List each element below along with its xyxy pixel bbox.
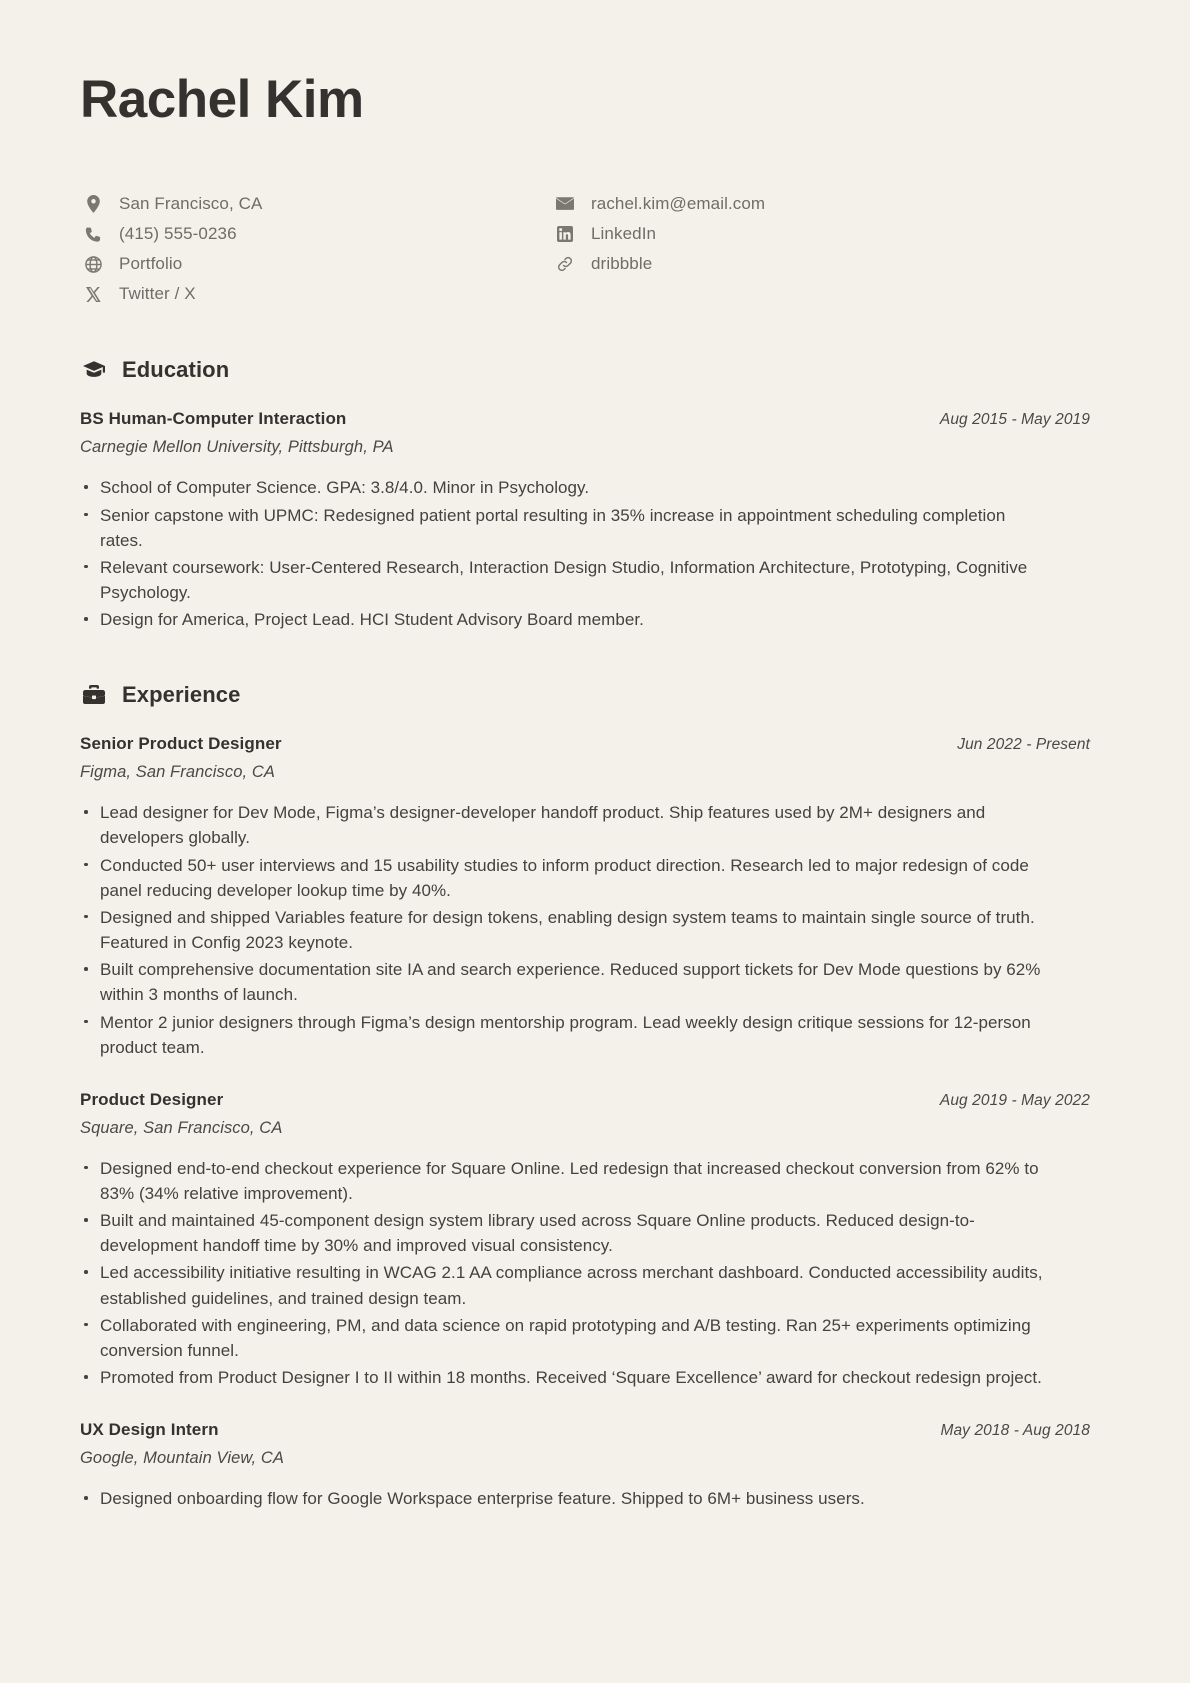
job-title: Product Designer <box>80 1089 224 1109</box>
entry-header <box>80 734 1090 754</box>
contact-email-text: rachel.kim@email.com <box>591 194 766 214</box>
job-title: Senior Product Designer <box>80 734 282 754</box>
experience-bullets <box>80 800 1090 1060</box>
education-bullets <box>80 475 1090 632</box>
list-item: Led accessibility initiative resulting in WCAG 2.1 AA compliance across merchant dashboard. Conducted accessibility audits, established guidelines, and trained design team. <box>80 1260 1050 1310</box>
section-title-education: Education <box>122 357 230 383</box>
contact-item-phone[interactable] <box>80 221 552 247</box>
list-item: Built comprehensive documentation site IA and search experience. Reduced support tickets for Dev Mode questions by 62% within 3 months of launch. <box>80 957 1050 1007</box>
company-name: Figma, San Francisco, CA <box>80 763 275 782</box>
list-item: Promoted from Product Designer I to II within 18 months. Received ‘Square Excellence’ award for checkout redesign project. <box>80 1365 1050 1390</box>
contact-portfolio-text: Portfolio <box>119 254 183 274</box>
contact-block <box>80 191 1090 307</box>
list-item: Mentor 2 junior designers through Figma’s design mentorship program. Lead weekly design critique sessions for 12-person product team. <box>80 1010 1050 1060</box>
briefcase-icon <box>80 685 108 705</box>
contact-item-dribbble[interactable] <box>552 251 765 277</box>
experience-bullets <box>80 1486 1090 1511</box>
list-item: Relevant coursework: User-Centered Research, Interaction Design Studio, Information Architecture, Prototyping, Cognitive Psychology. <box>80 555 1050 605</box>
job-date: Aug 2019 - May 2022 <box>939 1091 1090 1109</box>
list-item: Senior capstone with UPMC: Redesigned patient portal resulting in 35% increase in appointment scheduling completion rates. <box>80 503 1050 553</box>
link-icon <box>552 255 578 273</box>
contact-linkedin-text: LinkedIn <box>591 224 657 244</box>
degree-title: BS Human-Computer Interaction <box>80 409 347 429</box>
section-experience <box>80 682 1090 1511</box>
contact-phone-text: (415) 555-0236 <box>119 224 237 244</box>
list-item: Designed and shipped Variables feature for design tokens, enabling design system teams to maintain single source of truth. Featured in Config 2023 keynote. <box>80 905 1050 955</box>
job-title: UX Design Intern <box>80 1420 219 1440</box>
phone-icon <box>80 226 106 243</box>
list-item: School of Computer Science. GPA: 3.8/4.0. Minor in Psychology. <box>80 475 1050 500</box>
company-name: Google, Mountain View, CA <box>80 1449 284 1468</box>
graduation-cap-icon <box>80 361 108 379</box>
degree-date: Aug 2015 - May 2019 <box>939 411 1090 429</box>
experience-entry-square <box>80 1090 1090 1390</box>
section-title-experience: Experience <box>122 682 241 708</box>
list-item: Collaborated with engineering, PM, and data science on rapid prototyping and A/B testing. Ran 25+ experiments optimizing conversion funnel. <box>80 1313 1050 1363</box>
contact-item-location[interactable] <box>80 191 552 217</box>
entry-header <box>80 1420 1090 1440</box>
contact-twitter-text: Twitter / X <box>119 284 196 304</box>
list-item: Built and maintained 45-component design system library used across Square Online products. Reduced design-to-development handoff time by 30% and improved visual consistency. <box>80 1208 1050 1258</box>
contact-dribbble-text: dribbble <box>591 254 653 274</box>
education-entry <box>80 409 1090 632</box>
twitter-x-icon <box>80 287 106 302</box>
linkedin-icon <box>552 226 578 242</box>
section-education <box>80 357 1090 632</box>
entry-header <box>80 1090 1090 1110</box>
list-item: Design for America, Project Lead. HCI Student Advisory Board member. <box>80 607 1050 632</box>
contact-item-linkedin[interactable] <box>552 221 765 247</box>
globe-icon <box>80 256 106 273</box>
job-date: May 2018 - Aug 2018 <box>940 1422 1090 1440</box>
list-item: Designed onboarding flow for Google Workspace enterprise feature. Shipped to 6M+ business users. <box>80 1486 1050 1511</box>
company-name: Square, San Francisco, CA <box>80 1118 283 1137</box>
contact-item-twitter[interactable] <box>80 281 552 307</box>
page-title: Rachel Kim <box>80 70 364 129</box>
experience-entry-figma <box>80 734 1090 1060</box>
contact-item-email[interactable] <box>552 191 765 217</box>
location-pin-icon <box>80 195 106 213</box>
school-name: Carnegie Mellon University, Pittsburgh, PA <box>80 438 394 457</box>
contact-location-text: San Francisco, CA <box>119 194 263 214</box>
job-date: Jun 2022 - Present <box>957 736 1090 754</box>
envelope-icon <box>552 197 578 211</box>
list-item: Conducted 50+ user interviews and 15 usability studies to inform product direction. Research led to major redesign of code panel reducing developer lookup time by 40%. <box>80 853 1050 903</box>
list-item: Designed end-to-end checkout experience for Square Online. Led redesign that increased checkout conversion from 62% to 83% (34% relative improvement). <box>80 1156 1050 1206</box>
experience-bullets <box>80 1156 1090 1390</box>
contact-column-right <box>552 191 765 307</box>
section-header-education <box>80 357 1090 383</box>
list-item: Lead designer for Dev Mode, Figma’s designer-developer handoff product. Ship features used by 2M+ designers and developers globally. <box>80 800 1050 850</box>
entry-header <box>80 409 1090 429</box>
contact-column-left <box>80 191 552 307</box>
experience-entry-google <box>80 1420 1090 1511</box>
section-header-experience <box>80 682 1090 708</box>
contact-item-portfolio[interactable] <box>80 251 552 277</box>
